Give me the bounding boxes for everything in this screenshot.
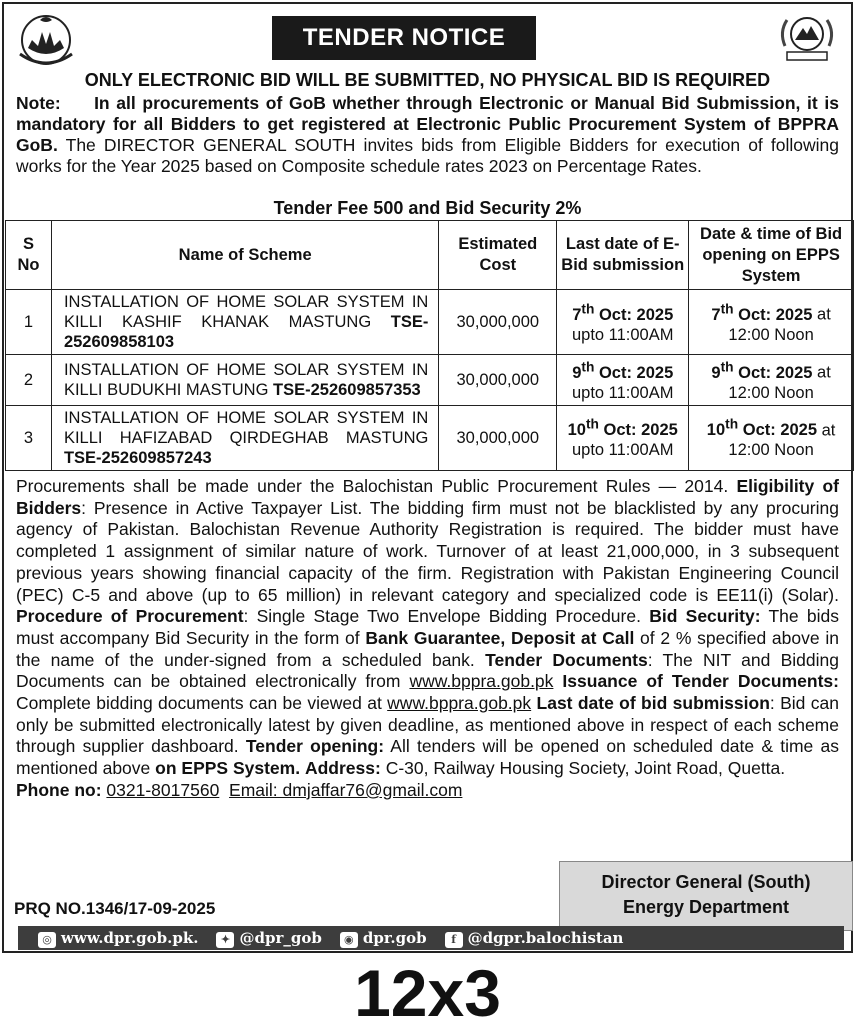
tender-opening-label: Tender opening:: [245, 736, 385, 757]
note-bold-text: In all procurements of GoB whether through Electronic or Manual Bid Submission, it is mandatory for all Bidders to get registered at Electronic Public Procurement System of BPPRA GoB.: [16, 93, 839, 155]
procedure-label: Procedure of Procurement: [16, 606, 244, 627]
cell-opening: 7th Oct: 2025 at 12:00 Noon: [689, 290, 854, 355]
scheme-name: INSTALLATION OF HOME SOLAR SYSTEM IN KILLI KASHIF KHANAK MASTUNG: [63, 293, 429, 331]
instagram-icon: ◉: [340, 932, 358, 948]
footer-bar: [18, 926, 844, 950]
note-text: The DIRECTOR GENERAL SOUTH invites bids from Eligible Bidders for execution of following works for the Year 2025 based on Composite schedule rates 2023 on Percentage Rates.: [16, 135, 839, 176]
cell-scheme: [51, 355, 438, 406]
cell-sno: 1: [6, 290, 52, 355]
tender-documents-label: Tender Documents: [485, 649, 648, 670]
balochistan-emblem-icon: [14, 10, 78, 68]
cell-submission: 9th Oct: 2025 upto 11:00AM: [557, 355, 689, 406]
header-sno: S No: [6, 221, 52, 290]
phone-label: Phone no:: [16, 779, 102, 800]
ad-size-label: 12x3: [354, 956, 501, 1030]
fee-line: Tender Fee 500 and Bid Security 2%: [273, 198, 582, 218]
cell-submission: 10th Oct: 2025 upto 11:00AM: [557, 405, 689, 470]
globe-icon: ◎: [38, 932, 56, 948]
signatory-department: Energy Department: [622, 897, 790, 917]
footer-web: ◎ www.dpr.gob.pk.: [38, 929, 198, 948]
cell-sno: 3: [6, 405, 52, 470]
header-submission: Last date of E-Bid submission: [557, 221, 689, 290]
email-link[interactable]: Email: dmjaffar76@gmail.com: [229, 779, 463, 800]
note-label: Note:: [16, 93, 61, 113]
eligibility-label: Eligibility of Bidders: [16, 476, 839, 518]
tender-table: [5, 220, 854, 471]
cell-opening: 9th Oct: 2025 at 12:00 Noon: [689, 355, 854, 406]
header-opening: Date & time of Bid opening on EPPS System: [689, 221, 854, 290]
table-row: [6, 405, 854, 470]
cell-cost: 30,000,000: [439, 290, 557, 355]
scheme-code: TSE-252609857243: [63, 448, 212, 467]
cell-sno: 2: [6, 355, 52, 406]
last-date-label: Last date of bid submission: [536, 693, 770, 714]
tender-notice: [2, 2, 853, 953]
prq-number: PRQ NO.1346/17-09-2025: [14, 899, 216, 918]
notice-title: TENDER NOTICE: [272, 16, 536, 60]
table-header-row: [6, 221, 854, 290]
scheme-code: TSE-252609857353: [273, 380, 421, 399]
table-row: [6, 355, 854, 406]
cell-scheme: [51, 405, 438, 470]
header-scheme: Name of Scheme: [51, 221, 438, 290]
bppra-link[interactable]: www.bppra.gob.pk: [409, 671, 554, 692]
scheme-name: INSTALLATION OF HOME SOLAR SYSTEM IN KILLI BUDUKHI MASTUNG: [63, 360, 429, 399]
footer-instagram: ◉ dpr.gob: [340, 929, 427, 948]
signatory-title: Director General (South): [601, 872, 811, 892]
cell-cost: 30,000,000: [439, 355, 557, 406]
cell-submission: 7th Oct: 2025 upto 11:00AM: [557, 290, 689, 355]
twitter-icon: ✦: [216, 932, 234, 948]
energy-department-seal-icon: [775, 10, 839, 68]
address-label: Address:: [304, 758, 381, 779]
signatory-box: [559, 861, 853, 931]
footer-twitter: ✦ @dpr_gob: [216, 929, 321, 948]
scheme-name: INSTALLATION OF HOME SOLAR SYSTEM IN KILLI HAFIZABAD QIRDEGHAB MASTUNG: [63, 408, 429, 447]
terms-paragraph: Procurements shall be made under the Balochistan Public Procurement Rules — 2014. Eligibility of Bidders: Presence in Active Taxpayer List. The bidding firm must not be blacklisted by any procuring agency of Pakistan. Balochistan Revenue Authority Registration is required. The bidder must have completed 1 assignment of similar nature of work. Turnover of at least 21,000,000, in 3 subsequent previous years showing financial capacity of the firm. Registration with Pakistan Engineering Council (PEC) C-5 and above (up to 65 million) in relevant category and specialized code is EE11(i) (Solar). Procedure of Procurement: Single Stage Two Envelope Bidding Procedure. Bid Security: The bids must accompany Bid Security in the form of Bank Guarantee, Deposit at Call of 2 % specified above in the name of the under-signed from a scheduled bank. Tender Documents: The NIT and Bidding Documents can be obtained electronically from www.bppra.gob.pk Issuance of Tender Documents: Complete bidding documents can be viewed at www.bppra.gob.pk Last date of bid submission: Bid can only be submitted electronically latest by given deadline, as mentioned above in respect of each scheme through supplier dashboard. Tender opening: All tenders will be opened on scheduled date & time as mentioned above on EPPS System. Address: C-30, Railway Housing Society, Joint Road, Quetta. Phone no: 0321-8017560 Email: dmjaffar76@gmail.com: [16, 476, 839, 800]
facebook-icon: f: [445, 932, 463, 948]
bppra-link[interactable]: www.bppra.gob.pk: [387, 693, 532, 714]
note-paragraph: [16, 93, 839, 177]
bid-security-label: Bid Security:: [649, 606, 761, 627]
cell-cost: 30,000,000: [439, 405, 557, 470]
phone-number[interactable]: 0321-8017560: [106, 779, 220, 800]
header-cost: Estimated Cost: [439, 221, 557, 290]
issuance-label: Issuance of Tender Documents:: [562, 671, 839, 692]
headline: ONLY ELECTRONIC BID WILL BE SUBMITTED, NO PHYSICAL BID IS REQUIRED: [84, 70, 771, 90]
cell-opening: 10th Oct: 2025 at 12:00 Noon: [689, 405, 854, 470]
scheme-code: TSE-252609858103: [63, 313, 429, 351]
footer-facebook: f @dgpr.balochistan: [445, 929, 624, 948]
table-row: [6, 290, 854, 355]
cell-scheme: [51, 290, 438, 355]
